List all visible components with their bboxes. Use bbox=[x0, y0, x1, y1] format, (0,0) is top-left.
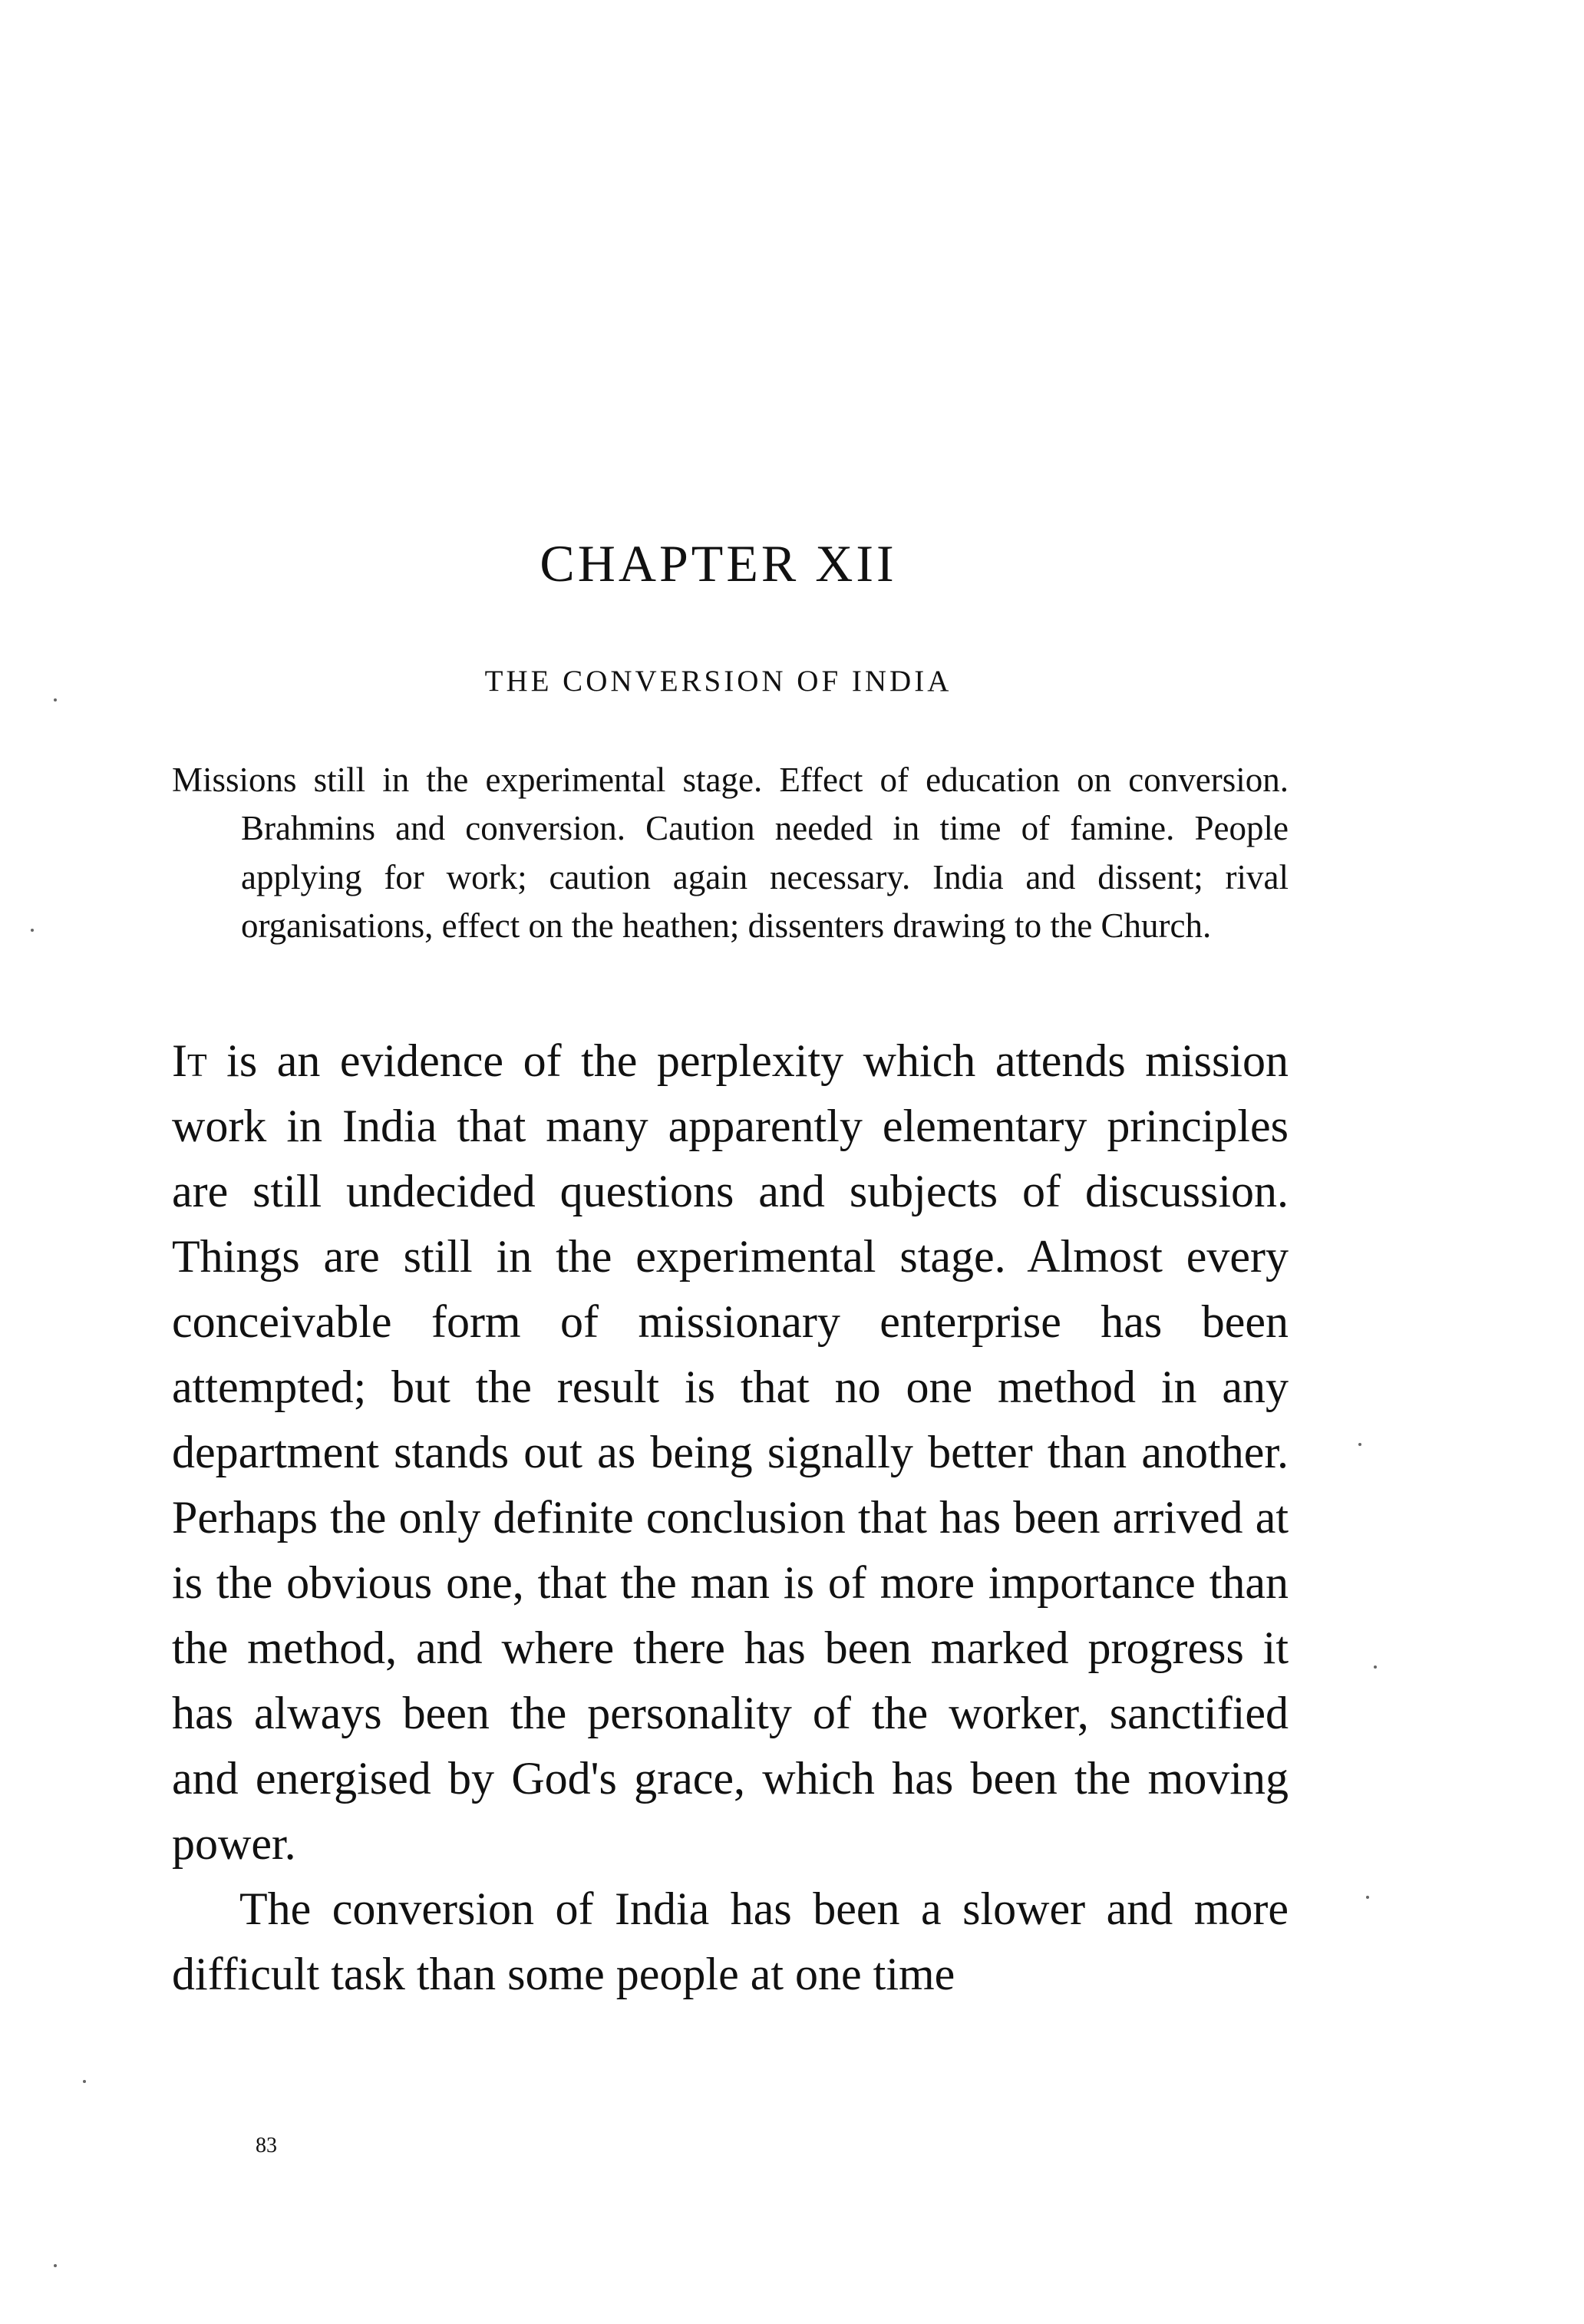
chapter-subtitle: THE CONVERSION OF INDIA bbox=[484, 665, 952, 698]
paragraph-1-text: is an evidence of the perplexity which attends mission work in India that many apparently elementary principles are still undecided questions and subjects of discussion. Things are still in the experimental stage. Almost every conceivable form of missionary enterprise has been attempted; but the result is that no one method in any department stands out as being signally better than another. Perhaps the only definite conclusion that has been arrived at is the obvious one, that the man is of more importance than the method, and where there has been marked progress it has always been the personality of the worker, sanctified and energised by God's grace, which has been the moving power. bbox=[172, 1035, 1289, 1869]
chapter-summary: Missions still in the experimental stage. Effect of education on conversion. Brahmins and conversion. Caution needed in time of famine. People applying for work; caution again necessary. India and dissent; rival organisations, effect on the heathen; dissenters drawing to the Church. bbox=[172, 761, 1289, 946]
page-number: 83 bbox=[256, 2134, 277, 2157]
paragraph-2: The conversion of India has been a slower and more difficult task than some people at one time bbox=[172, 1883, 1289, 1999]
body-text bbox=[172, 1028, 1289, 2007]
paper-speck bbox=[83, 2080, 86, 2083]
paper-speck bbox=[1374, 1665, 1377, 1669]
paragraph-1-opening: It bbox=[172, 1035, 207, 1086]
paper-speck bbox=[54, 2264, 57, 2267]
paper-speck bbox=[31, 929, 34, 932]
paper-speck bbox=[1358, 1443, 1361, 1446]
chapter-heading: CHAPTER XII bbox=[540, 534, 897, 593]
paper-speck bbox=[54, 698, 57, 701]
paper-speck bbox=[1366, 1896, 1369, 1899]
paragraph-1 bbox=[172, 1028, 1289, 1877]
